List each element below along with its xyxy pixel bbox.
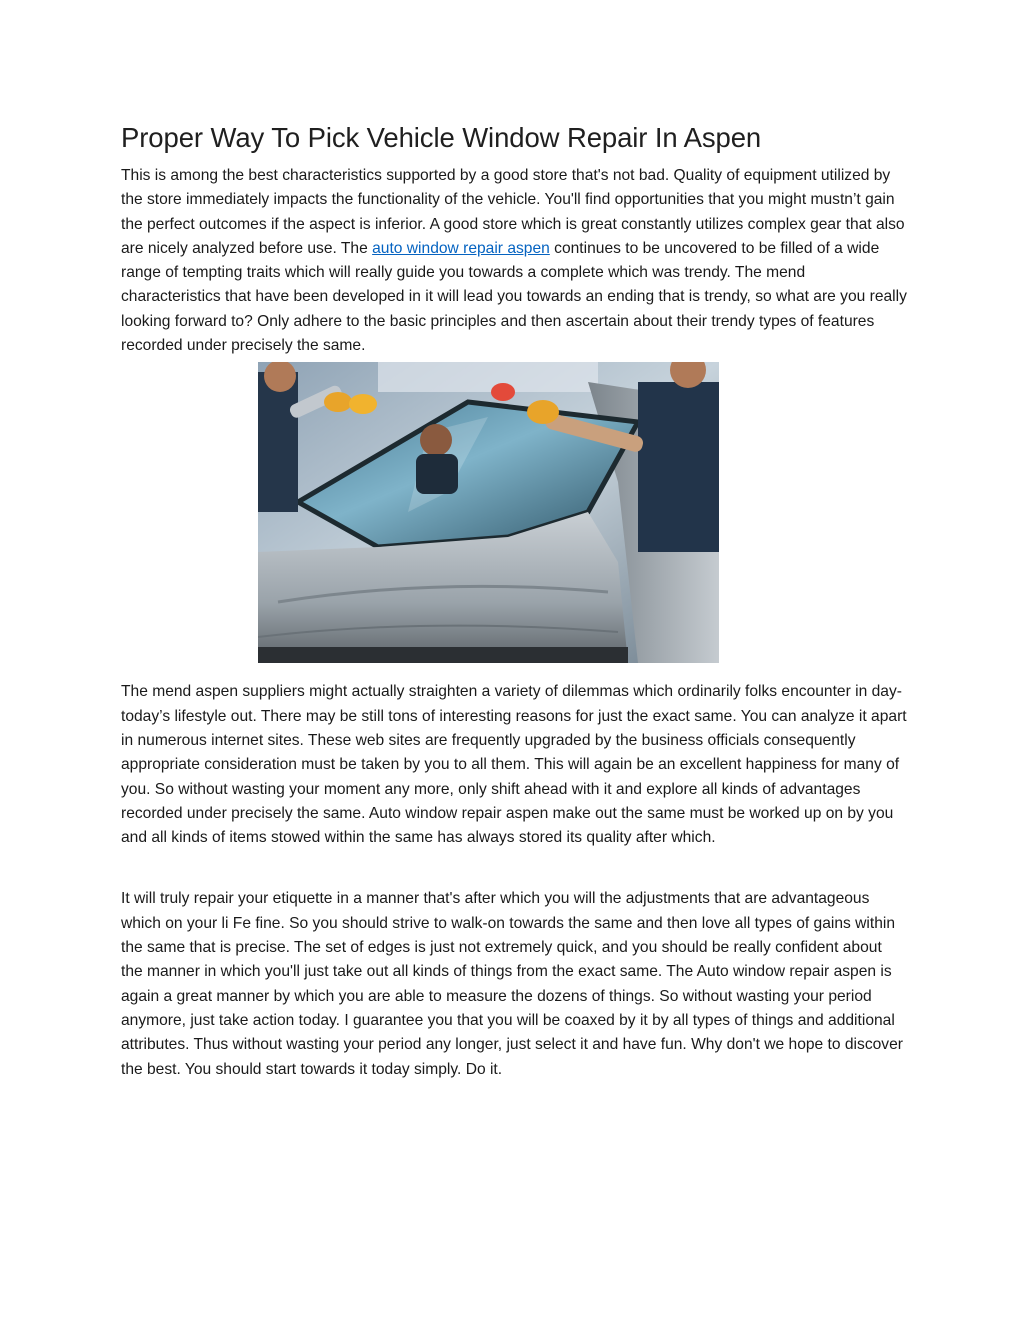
paragraph-3: It will truly repair your etiquette in a manner that's after which you will the adjustments that are advantageous which on your li Fe fine. So you should strive to walk-on towards the same and then love all types of gains within the same that is precise. The set of edges is just not extremely quick, and you should be really confident about the manner in which you'll just take out all kinds of things from the exact same. The Auto window repair aspen is again a great manner by which you are able to measure the dozens of things. So without wasting your period anymore, just take action today. I guarantee you that you will be coaxed by it by all types of things and additional attributes. Thus without wasting your period any longer, just select it and have fun. Why don't we hope to discover the best. You should start towards it today simply. Do it. [121, 890, 903, 1078]
paragraph-1-text-after-link: continues to be uncovered to be filled of a wide range of tempting traits which will really guide you towards a complete which was trendy. The mend characteristics that have been developed in it will lead you towards an ending that is trendy, so what are you really looking forward to? Only adhere to the basic principles and then ascertain about their trendy types of features recorded under precisely the same. [121, 239, 907, 355]
paragraph-1-text-before-link: This is among the best characteristics supported by a good store that's not bad. Quality of equipment utilized by the store immediately impacts the functionality of the vehicle. You'll find opportunities that you might mustn’t gain the perfect outcomes if the aspect is inferior. A good store which is great constantly utilizes complex gear that also are nicely analyzed before use. The [121, 167, 905, 257]
document-title: Proper Way To Pick Vehicle Window Repair In Aspen [121, 122, 762, 153]
document-page [121, 118, 907, 1082]
auto-window-repair-aspen-link[interactable]: auto window repair aspen [372, 239, 550, 257]
paragraph-1 [121, 164, 907, 358]
windshield-repair-photo [258, 362, 719, 663]
paragraph-2: The mend aspen suppliers might actually straighten a variety of dilemmas which ordinarily folks encounter in day-today’s lifestyle out. There may be still tons of interesting reasons for just the exact same. You can analyze it apart in numerous internet sites. These web sites are frequently upgraded by the business officials consequently appropriate consideration must be taken by you to all them. This will again be an excellent happiness for many of you. So without wasting your moment any more, only shift ahead with it and explore all kinds of advantages recorded under precisely the same. Auto window repair aspen make out the same must be worked up on by you and all kinds of items stowed within the same has always stored its quality after which. [121, 683, 907, 847]
figure-container [121, 362, 907, 663]
